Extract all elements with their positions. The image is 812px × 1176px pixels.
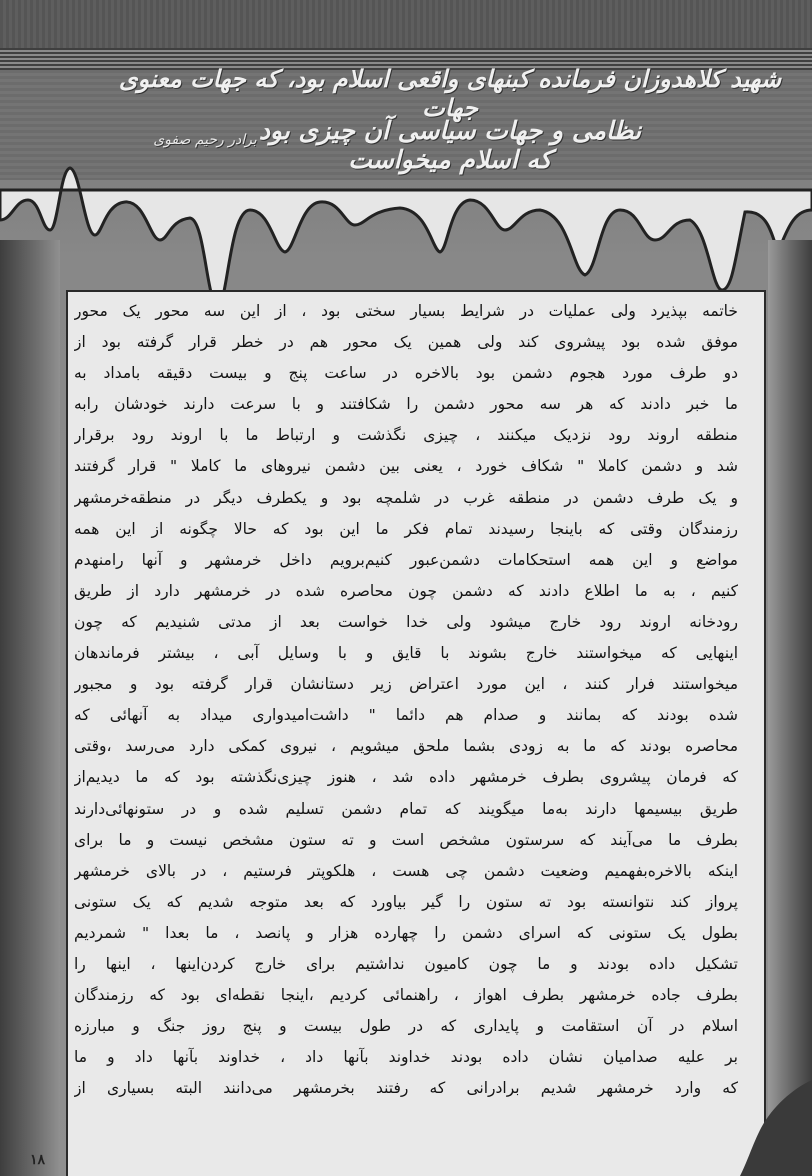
article-line: که فرمان پیشروی بطرف خرمشهر داده شد ، هنوز چیزی‌نگذشته بود که ما دیدیم‌از	[74, 768, 738, 787]
page-number: ۱۸	[30, 1152, 46, 1168]
article-line: طریق بیسیمها دارند به‌ما میگویند که تمام دشمن تسلیم شده و در ستونهائی‌دارند	[74, 799, 738, 818]
top-texture	[0, 0, 812, 48]
article-line: کنیم ، به ما اطلاع دادند که دشمن چون محاصره شده در خرمشهر دارد از طریق	[74, 581, 738, 600]
article-line: شده بودند که بمانند و صدام هم دائما " داشت‌امیدواری میداد به آنهائی که	[74, 706, 738, 725]
author-byline: برادر رحیم صفوی	[153, 132, 257, 148]
article-line: تشکیل داده بودند و ما چون کامیون نداشتیم برای خارج کردن‌اینها ، اینها را	[74, 954, 738, 973]
article-line: بطول یک ستونی که اسرای دشمن را چهارده هزار و پانصد ، ما بعدا " شمردیم	[74, 923, 738, 942]
article-line: دو طرف مورد هجوم دشمن بود بالاخره در ساعت پنج و بیست دقیقه بامداد به	[74, 364, 738, 383]
article-line: شد و دشمن کاملا " شکاف خورد ، یعنی بین دشمن نیروهای ما کاملا " قرار گرفتند	[74, 457, 738, 476]
left-border-decoration	[0, 240, 60, 1176]
article-line: ما خبر دادند که هر سه محور دشمن را شکافتند و با سرعت دارند خودشان رابه	[74, 395, 738, 414]
right-border-decoration	[768, 240, 812, 1176]
article-body	[74, 296, 738, 1104]
article-line: مواضع و این همه استحکامات دشمن‌عبور کنیم‌برویم داخل خرمشهر و آنها رامنهدم	[74, 550, 738, 569]
article-line: منطقه اروند رود نزدیک میکنند ، چیزی نگذشت و ارتباط ما با اروند رود برقرار	[74, 426, 738, 445]
headline-line-2: نظامی و جهات سیاسی آن چیزی بود که اسلام میخواست	[258, 116, 642, 174]
article-line: بر علیه صدامیان نشان داده بودند خداوند بآنها داد ، خداوند بآنها داد و ما	[74, 1048, 738, 1067]
article-line: موفق شده بود پیشروی کند ولی همین یک محور هم در خطر قرار گرفته بود از	[74, 333, 738, 352]
article-line: رزمندگان وقتی که باینجا رسیدند تمام فکر ما این بود که حالا چگونه از این همه	[74, 519, 738, 538]
article-line: رودخانه اروند رود خارج میشود ولی خدا خواست بعد از مدتی شنیدیم که چون	[74, 612, 738, 631]
headline-line-1: شهید کلاهدوزان فرمانده کبنهای واقعی اسلام بود، که جهات معنوی جهات	[118, 64, 782, 122]
corner-ornament	[740, 1080, 812, 1176]
article-line: محاصره بودند که ما به زودی بشما ملحق میشویم ، نیروی کمکی دارد می‌رسد ،وقتی	[74, 737, 738, 756]
article-line: که وارد خرمشهر شدیم برادرانی که رفتند بخرمشهر می‌دانند البته بسیاری از	[74, 1079, 738, 1098]
article-line: میخواستند فرار کنند ، این مورد اعتراض زیر دستانشان قرار گرفته بود و مجبور	[74, 675, 738, 694]
article-line: اینکه بالاخره‌بفهمیم وضعیت دشمن چی هست ، هلکوپتر فرستیم ، در بالای خرمشهر	[74, 861, 738, 880]
article-line: خاتمه بپذیرد ولی عملیات در شرایط بسیار سختی بود ، از این سه محور یک محور	[74, 302, 738, 320]
article-line: بطرف ما می‌آیند که سرستون مشخص است و ته ستون مشخص نیست و ما برای	[74, 830, 738, 849]
article-line: بطرف جاده خرمشهر بطرف اهواز ، راهنمائی کردیم ،اینجا نقطه‌ای بود که رزمندگان	[74, 986, 738, 1005]
article-line: اسلام در آن استقامت و پایداری که در طول بیست و پنج روز جنگ و مبارزه	[74, 1017, 738, 1036]
article-line: اینهایی که میخواستند خارج بشوند با قایق و با وسایل آبی ، بیشتر فرماندهان	[74, 644, 738, 663]
article-line: و یک طرف دشمن در منطقه غرب در شلمچه بود و یکطرف دیگر در منطقه‌خرمشهر	[74, 488, 738, 507]
article-line: پرواز کند نتوانسته بود ته ستون را گیر بیاورد که بعد متوجه شدیم که یک ستونی	[74, 892, 738, 911]
